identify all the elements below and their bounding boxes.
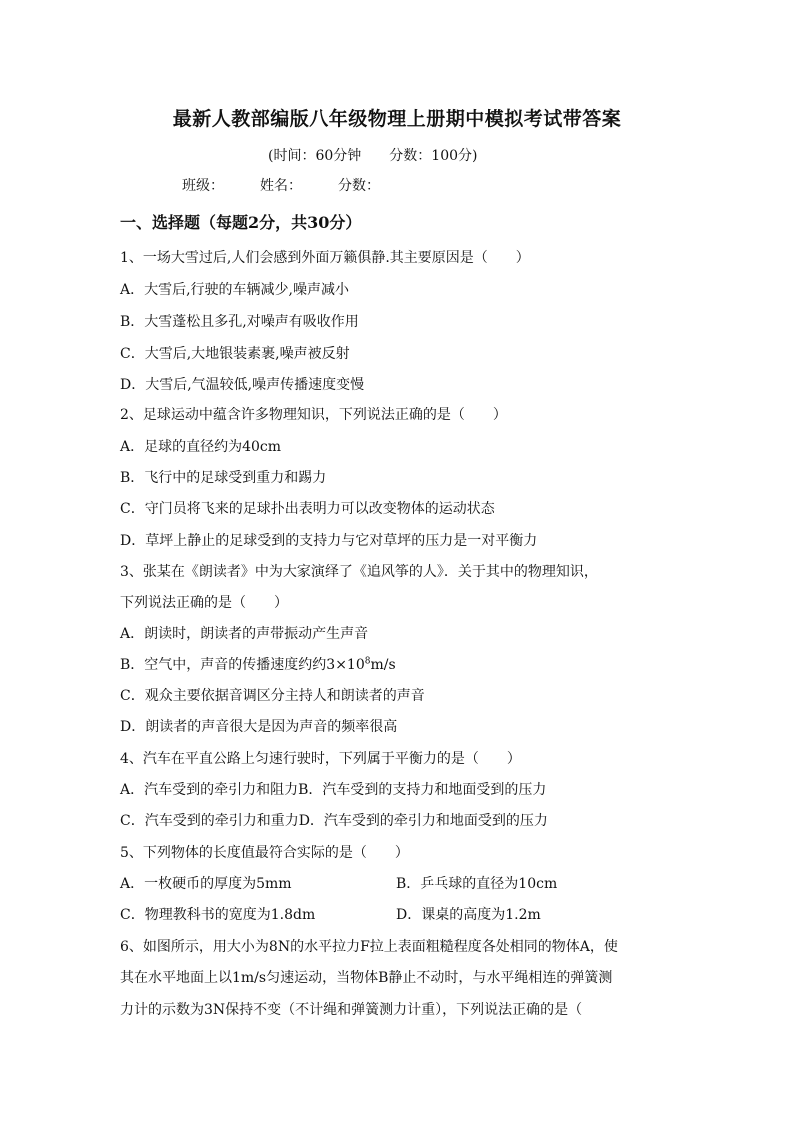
- option-b-text: B．空气中，声音的传播速度约约3×10: [120, 657, 365, 673]
- question-5-option-a: A．一枚硬币的厚度为5mm: [120, 876, 292, 892]
- page-title: 最新人教部编版八年级物理上册期中模拟考试带答案: [172, 108, 622, 130]
- class-label: 班级：: [182, 178, 224, 194]
- question-2-option-c: C．守门员将飞来的足球扑出表明力可以改变物体的运动状态: [120, 501, 495, 517]
- student-info: [182, 175, 416, 195]
- score-label: 分数：: [338, 178, 380, 194]
- question-2-option-d: D．草坪上静止的足球受到的支持力与它对草坪的压力是一对平衡力: [120, 533, 538, 549]
- time-limit: (时间：60分钟: [268, 148, 362, 164]
- question-1-option-a: A．大雪后,行驶的车辆减少,噪声减小: [120, 282, 350, 298]
- question-5-stem: 5、下列物体的长度值最符合实际的是（ ）: [120, 845, 409, 861]
- question-5-option-b: B．乒乓球的直径为10cm: [396, 876, 558, 892]
- section-heading: 一、选择题（每题2分，共30分）: [120, 213, 362, 232]
- question-1-stem: 1、一场大雪过后,人们会感到外面万籁俱静.其主要原因是（ ）: [120, 250, 530, 266]
- question-3-stem-line2: 下列说法正确的是（ ）: [120, 595, 288, 611]
- question-3-option-d: D．朗读者的声音很大是因为声音的频率很高: [120, 719, 398, 735]
- question-4-options-ab: A．汽车受到的牵引力和阻力B．汽车受到的支持力和地面受到的压力: [120, 782, 547, 798]
- question-4-options-cd: C．汽车受到的牵引力和重力D．汽车受到的牵引力和地面受到的压力: [120, 813, 548, 829]
- question-1-option-b: B．大雪蓬松且多孔,对噪声有吸收作用: [120, 314, 359, 330]
- question-6-line2: 其在水平地面上以1m/s匀速运动，当物体B静止不动时，与水平绳相连的弹簧测: [120, 970, 613, 986]
- question-2-option-a: A．足球的直径约为40cm: [120, 439, 282, 455]
- question-4-stem: 4、汽车在平直公路上匀速行驶时，下列属于平衡力的是（ ）: [120, 751, 521, 767]
- question-3-stem-line1: 3、张某在《朗读者》中为大家演绎了《追风筝的人》．关于其中的物理知识，: [120, 564, 598, 580]
- question-3-option-b: [120, 654, 396, 674]
- question-5-option-c: C．物理教科书的宽度为1.8dm: [120, 907, 316, 923]
- option-b-unit: m/s: [370, 657, 396, 673]
- exponent: 8: [364, 656, 371, 667]
- exam-meta: [268, 145, 505, 165]
- question-1-option-d: D．大雪后,气温较低,噪声传播速度变慢: [120, 377, 365, 393]
- question-6-line3: 力计的示数为3N保持不变（不计绳和弹簧测力计重），下列说法正确的是（: [120, 1002, 583, 1018]
- name-label: 姓名：: [260, 178, 302, 194]
- question-3-option-a: A．朗读时，朗读者的声带振动产生声音: [120, 626, 369, 642]
- question-2-option-b: B．飞行中的足球受到重力和踢力: [120, 470, 327, 486]
- question-5-option-d: D．课桌的高度为1.2m: [396, 907, 541, 923]
- question-6-line1: 6、如图所示，用大小为8N的水平拉力F拉上表面粗糙程度各处相同的物体A，使: [120, 939, 618, 955]
- question-2-stem: 2、足球运动中蕴含许多物理知识，下列说法正确的是（ ）: [120, 407, 507, 423]
- question-1-option-c: C．大雪后,大地银装素裹,噪声被反射: [120, 346, 350, 362]
- question-3-option-c: C．观众主要依据音调区分主持人和朗读者的声音: [120, 688, 425, 704]
- total-score: 分数：100分): [389, 148, 478, 164]
